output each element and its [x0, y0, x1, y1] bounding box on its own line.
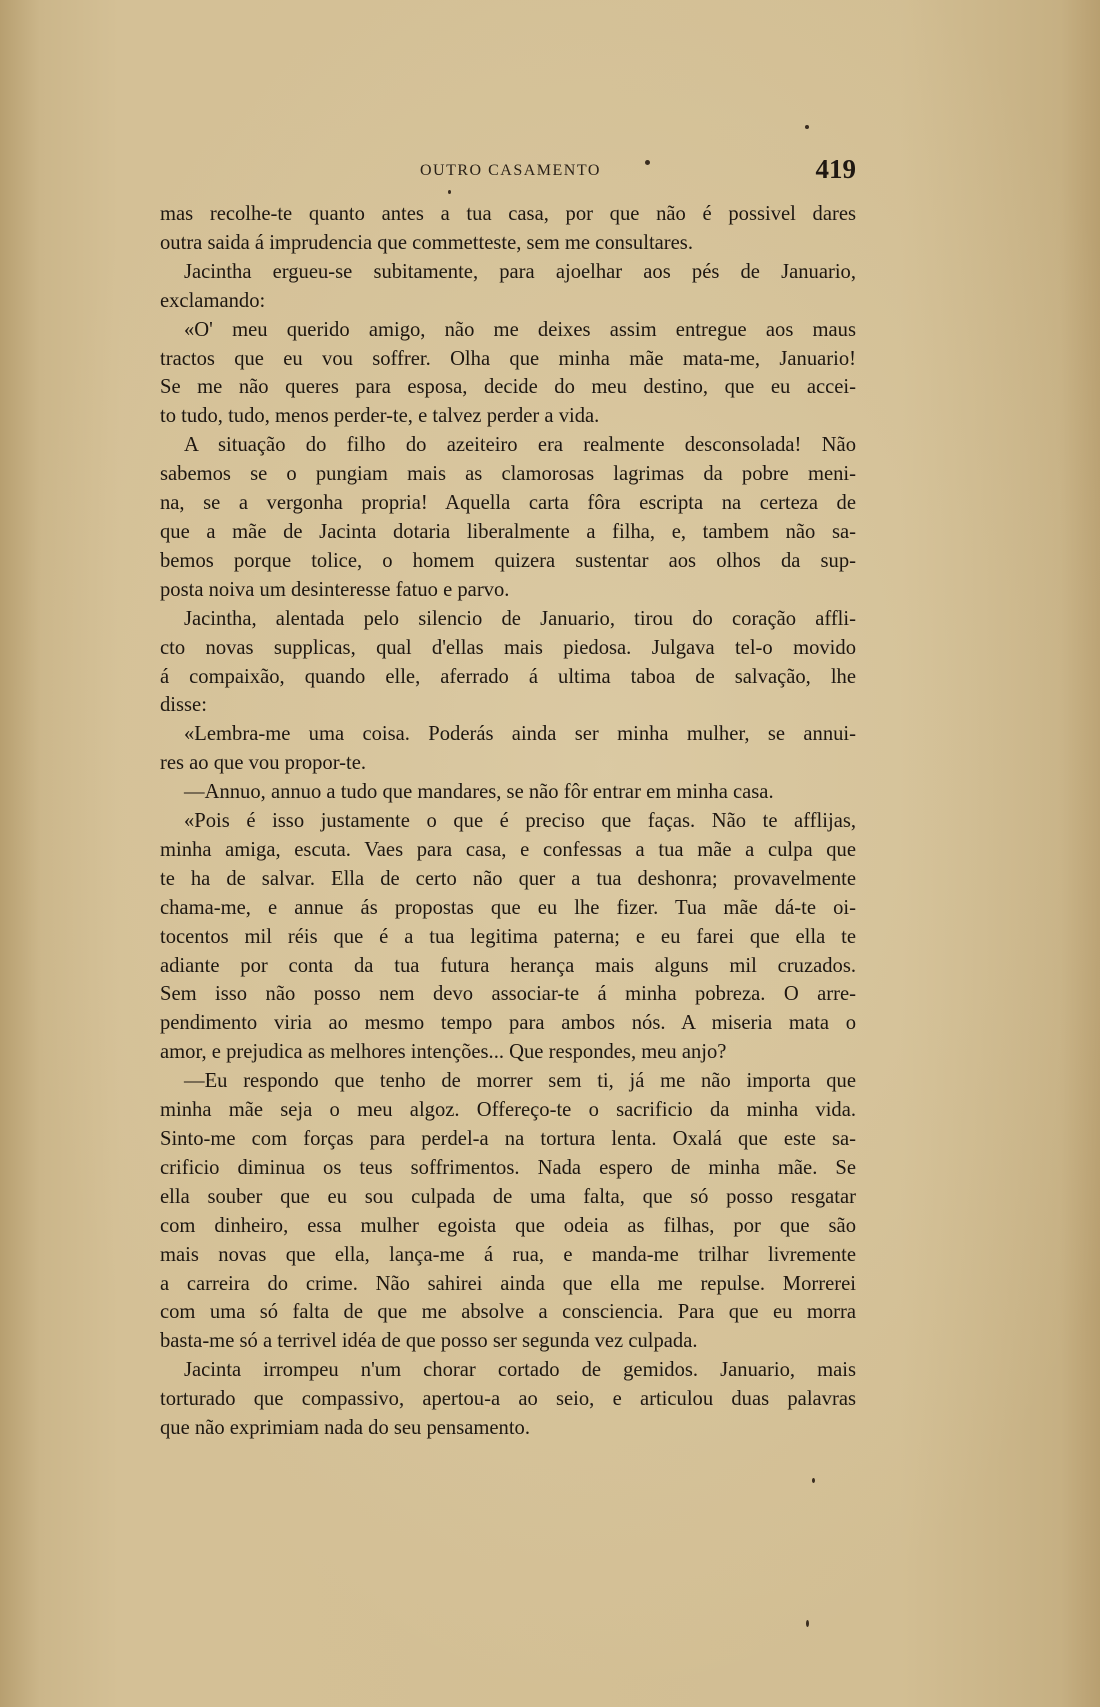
text-line: á compaixão, quando elle, aferrado á ultima taboa de salvação, lhe [160, 665, 856, 688]
text-line: Sem isso não posso nem devo associar-te á minha pobreza. O arre- [160, 983, 856, 1006]
text-line: tractos que eu vou soffrer. Olha que minha mãe mata-me, Januario! [160, 347, 856, 370]
text-line: sabemos se o pungiam mais as clamorosas lagrimas da pobre meni- [160, 463, 856, 486]
text-line: Jacintha, alentada pelo silencio de Januario, tirou do coração affli- [184, 607, 856, 630]
text-line: A situação do filho do azeiteiro era realmente desconsolada! Não [184, 434, 856, 457]
page-number: 419 [815, 154, 856, 184]
text-line: torturado que compassivo, apertou-a ao seio, e articulou duas palavras [160, 1388, 856, 1411]
text-line: —Annuo, annuo a tudo que mandares, se não fôr entrar em minha casa. [184, 781, 774, 804]
text-line: res ao que vou propor-te. [160, 752, 367, 775]
text-line: Se me não queres para esposa, decide do meu destino, que eu accei- [160, 376, 856, 399]
text-line: ella souber que eu sou culpada de uma falta, que só posso resgatar [160, 1185, 856, 1208]
text-line: to tudo, tudo, menos perder-te, e talvez perder a vida. [160, 405, 600, 428]
text-line: mas recolhe-te quanto antes a tua casa, por que não é possivel dares [160, 203, 856, 225]
text-line: minha amiga, escuta. Vaes para casa, e confessas a tua mãe a culpa que [160, 838, 856, 861]
text-line: exclamando: [160, 289, 266, 312]
text-line: te ha de salvar. Ella de certo não quer a tua deshonra; provavelmente [160, 867, 856, 890]
text-line: Jacintha ergueu-se subitamente, para ajoelhar aos pés de Januario, [184, 260, 856, 283]
text-line: basta-me só a terrivel idéa de que posso ser segunda vez culpada. [160, 1330, 698, 1353]
text-line: —Eu respondo que tenho de morrer sem ti, já me não importa que [184, 1070, 856, 1093]
paper-speck [812, 1478, 815, 1483]
text-line: pendimento viria ao mesmo tempo para ambos nós. A miseria mata o [160, 1012, 856, 1035]
text-line: adiante por conta da tua futura herança mais alguns mil cruzados. [160, 954, 856, 977]
text-line: Sinto-me com forças para perdel-a na tortura lenta. Oxalá que este sa- [160, 1128, 856, 1150]
text-line: «O' meu querido amigo, não me deixes assim entregue aos maus [184, 318, 856, 341]
text-line: a carreira do crime. Não sahirei ainda que ella me repulse. Morrerei [160, 1272, 856, 1295]
text-line: com uma só falta de que me absolve a consciencia. Para que eu morra [160, 1301, 856, 1324]
page-header [160, 154, 856, 190]
text-line: outra saida á imprudencia que commetteste, sem me consultares. [160, 231, 693, 254]
text-line: que não exprimiam nada do seu pensamento. [160, 1417, 531, 1440]
text-line: amor, e prejudica as melhores intenções... Que respondes, meu anjo? [160, 1041, 727, 1064]
text-line: crificio diminua os teus soffrimentos. Nada espero de minha mãe. Se [160, 1156, 856, 1179]
paper-speck [805, 125, 809, 129]
text-line: disse: [160, 694, 207, 717]
body-text [160, 200, 856, 1443]
text-line: chama-me, e annue ás propostas que eu lhe fizer. Tua mãe dá-te oi- [160, 896, 856, 919]
text-line: mais novas que ella, lança-me á rua, e manda-me trilhar livremente [160, 1243, 856, 1266]
text-line: «Lembra-me uma coisa. Poderás ainda ser minha mulher, se annui- [184, 723, 856, 746]
text-line: com dinheiro, essa mulher egoista que odeia as filhas, por que são [160, 1214, 856, 1237]
text-line: tocentos mil réis que é a tua legitima paterna; e eu farei que ella te [160, 925, 856, 948]
text-line: «Pois é isso justamente o que é preciso que faças. Não te afflijas, [184, 810, 856, 833]
text-line: bemos porque tolice, o homem quizera sustentar aos olhos da sup- [160, 549, 856, 572]
text-line: na, se a vergonha propria! Aquella carta fôra escripta na certeza de [160, 492, 856, 515]
text-line: minha mãe seja o meu algoz. Offereço-te o sacrificio da minha vida. [160, 1099, 856, 1122]
paper-speck [448, 190, 451, 194]
paper-speck [645, 160, 650, 165]
paper-speck [806, 1620, 809, 1627]
text-line: posta noiva um desinteresse fatuo e parvo. [160, 578, 510, 601]
running-head: OUTRO CASAMENTO [420, 162, 601, 179]
text-line: que a mãe de Jacinta dotaria liberalmente a filha, e, tambem não sa- [160, 520, 856, 543]
text-line: Jacinta irrompeu n'um chorar cortado de gemidos. Januario, mais [184, 1359, 856, 1382]
text-line: cto novas supplicas, qual d'ellas mais piedosa. Julgava tel-o movido [160, 636, 856, 659]
